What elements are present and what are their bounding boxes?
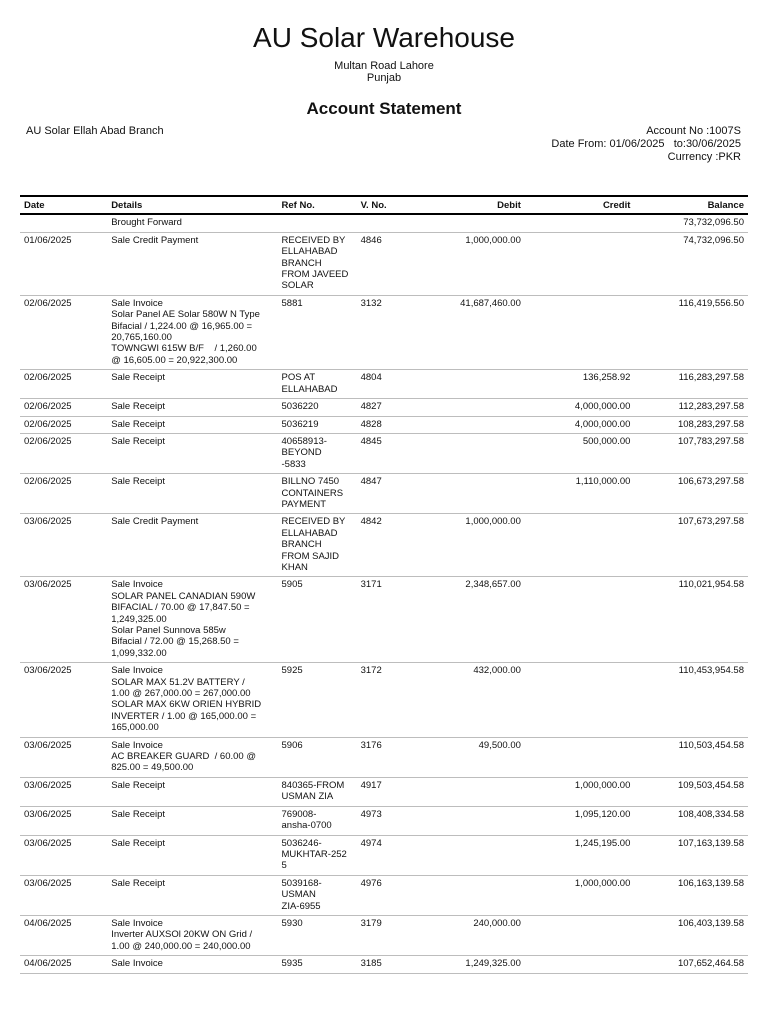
cell-details-line: 20,765,160.00	[111, 332, 172, 344]
cell-ref-line: RECEIVED BY	[281, 234, 346, 246]
cell-details-line: Sale Receipt	[111, 418, 166, 430]
cell-debit	[426, 875, 525, 915]
cell-ref-line: 40658913-	[281, 435, 327, 447]
cell-debit: 1,000,000.00	[426, 514, 525, 577]
cell-details-line: @ 16,605.00 = 20,922,300.00	[111, 354, 238, 366]
currency: Currency :PKR	[667, 151, 741, 163]
table-row	[20, 399, 748, 416]
cell-details-line: 1.00 @ 240,000.00 = 240,000.00	[111, 940, 251, 952]
cell-details-line: Sale Receipt	[111, 779, 166, 791]
cell-ref	[278, 474, 357, 514]
cell-credit: 1,000,000.00	[525, 875, 635, 915]
statement-table	[20, 195, 748, 974]
cell-ref-line: MUKHTAR-252	[281, 848, 347, 860]
cell-details-line: Sale Receipt	[111, 877, 166, 889]
table-row	[20, 370, 748, 399]
cell-details	[107, 915, 277, 955]
cell-ref-line: 5930	[281, 917, 303, 929]
cell-date: 01/06/2025	[20, 232, 107, 295]
cell-ref-line: BILLNO 7450	[281, 476, 340, 488]
cell-ref-line: 5036220	[281, 401, 319, 413]
cell-balance: 112,283,297.58	[634, 399, 748, 416]
cell-details-line: Solar Panel Sunnova 585w	[111, 625, 226, 636]
cell-date: 02/06/2025	[20, 416, 107, 433]
cell-details-line: Sale Receipt	[111, 401, 166, 413]
cell-debit: 2,348,657.00	[426, 577, 525, 663]
cell-ref	[278, 399, 357, 416]
cell-vno: 3171	[357, 577, 426, 663]
cell-balance: 110,453,954.58	[634, 663, 748, 737]
col-details: Details	[107, 196, 277, 214]
cell-vno: 4804	[357, 370, 426, 399]
cell-ref-line: 5925	[281, 665, 303, 677]
cell-balance: 116,283,297.58	[634, 370, 748, 399]
cell-debit	[426, 835, 525, 875]
cell-details-line: TOWNGWI 615W B/F / 1,260.00	[111, 343, 257, 355]
cell-ref-line: 5905	[281, 579, 303, 591]
cell-ref-line: SOLAR	[281, 280, 314, 292]
cell-ref-line: BRANCH	[281, 257, 322, 269]
cell-ref	[278, 232, 357, 295]
cell-vno: 4842	[357, 514, 426, 577]
cell-ref-line: USMAN ZIA	[281, 791, 334, 803]
cell-balance: 116,419,556.50	[634, 295, 748, 369]
cell-vno: 3179	[357, 915, 426, 955]
address-line-1: Multan Road Lahore	[334, 60, 434, 72]
cell-ref-line: ELLAHABAD	[281, 527, 338, 539]
cell-details-line: Sale Receipt	[111, 837, 166, 849]
cell-credit: 1,110,000.00	[525, 474, 635, 514]
cell-ref	[278, 806, 357, 835]
cell-ref	[278, 416, 357, 433]
document-title: Account Statement	[306, 99, 462, 118]
cell-credit	[525, 737, 635, 777]
cell-details	[107, 577, 277, 663]
cell-balance: 73,732,096.50	[634, 214, 748, 232]
cell-vno: 4828	[357, 416, 426, 433]
cell-balance: 107,652,464.58	[634, 956, 748, 973]
table-row	[20, 737, 748, 777]
cell-details-line: 1.00 @ 267,000.00 = 267,000.00	[111, 688, 251, 700]
cell-details-line: 165,000.00	[111, 722, 159, 734]
cell-debit	[426, 399, 525, 416]
cell-date: 03/06/2025	[20, 777, 107, 806]
cell-date: 02/06/2025	[20, 399, 107, 416]
cell-ref-line: RECEIVED BY	[281, 516, 346, 528]
cell-details-line: Inverter AUXSOl 20KW ON Grid /	[111, 929, 253, 941]
cell-details-line: Sale Credit Payment	[111, 516, 199, 528]
cell-details-line: Sale Credit Payment	[111, 234, 199, 246]
cell-details	[107, 232, 277, 295]
cell-date: 03/06/2025	[20, 835, 107, 875]
cell-ref-line: 5906	[281, 739, 303, 751]
col-debit: Debit	[426, 196, 525, 214]
cell-ref-line: 5036246-	[281, 837, 322, 849]
cell-details-line: 1,249,325.00	[111, 613, 167, 625]
cell-details-line: Sale Receipt	[111, 435, 166, 447]
table-row	[20, 875, 748, 915]
cell-credit	[525, 295, 635, 369]
cell-credit: 4,000,000.00	[525, 399, 635, 416]
cell-details	[107, 663, 277, 737]
cell-date: 02/06/2025	[20, 474, 107, 514]
cell-ref	[278, 370, 357, 399]
table-row	[20, 777, 748, 806]
company-address	[0, 60, 768, 84]
cell-details-line: SOLAR PANEL CANADIAN 590W	[111, 590, 256, 602]
cell-vno: 3185	[357, 956, 426, 973]
cell-details-line: Sale Invoice	[111, 958, 163, 970]
cell-details-line: Sale Receipt	[111, 808, 166, 820]
cell-details	[107, 875, 277, 915]
cell-details-line: SOLAR MAX 51.2V BATTERY /	[111, 676, 245, 688]
cell-vno: 4827	[357, 399, 426, 416]
cell-details-line: INVERTER / 1.00 @ 165,000.00 =	[111, 710, 257, 722]
cell-debit	[426, 433, 525, 473]
cell-details-line: Sale Invoice	[111, 579, 163, 591]
cell-ref-line: BEYOND	[281, 447, 322, 459]
table-body	[20, 214, 748, 973]
table-row	[20, 214, 748, 232]
cell-vno: 3172	[357, 663, 426, 737]
col-balance: Balance	[634, 196, 748, 214]
cell-ref-line: 5039168-	[281, 877, 322, 889]
cell-ref-line: 840365-FROM	[281, 779, 345, 791]
date-range: Date From: 01/06/2025 to:30/06/2025	[551, 138, 741, 150]
cell-ref-line: ELLAHABAD	[281, 383, 338, 395]
cell-credit: 4,000,000.00	[525, 416, 635, 433]
table-row	[20, 806, 748, 835]
cell-details	[107, 214, 277, 232]
table-row	[20, 956, 748, 973]
cell-ref	[278, 915, 357, 955]
cell-details-line: Sale Invoice	[111, 917, 163, 929]
cell-vno: 4847	[357, 474, 426, 514]
table-row	[20, 433, 748, 473]
account-number: Account No :1007S	[646, 125, 741, 137]
table-row	[20, 416, 748, 433]
cell-ref	[278, 875, 357, 915]
cell-vno: 4973	[357, 806, 426, 835]
cell-debit	[426, 806, 525, 835]
cell-details-line: Bifacial / 1,224.00 @ 16,965.00 =	[111, 320, 253, 332]
cell-date: 03/06/2025	[20, 577, 107, 663]
cell-details-line: Sale Receipt	[111, 372, 166, 384]
cell-details	[107, 474, 277, 514]
cell-balance: 106,163,139.58	[634, 875, 748, 915]
cell-credit: 1,245,195.00	[525, 835, 635, 875]
cell-vno	[357, 214, 426, 232]
cell-balance: 74,732,096.50	[634, 232, 748, 295]
cell-credit	[525, 663, 635, 737]
cell-details-line: Sale Receipt	[111, 476, 166, 488]
cell-date: 02/06/2025	[20, 433, 107, 473]
cell-date: 02/06/2025	[20, 370, 107, 399]
table-row	[20, 835, 748, 875]
col-ref: Ref No.	[278, 196, 357, 214]
cell-details	[107, 737, 277, 777]
cell-details-line: SOLAR MAX 6KW ORIEN HYBRID	[111, 699, 262, 711]
cell-ref-line: POS AT	[281, 372, 316, 384]
cell-details	[107, 433, 277, 473]
col-date: Date	[20, 196, 107, 214]
cell-ref	[278, 663, 357, 737]
cell-debit: 240,000.00	[426, 915, 525, 955]
cell-debit	[426, 416, 525, 433]
company-name: AU Solar Warehouse	[253, 22, 515, 53]
cell-details-line: Brought Forward	[111, 217, 182, 229]
cell-date: 03/06/2025	[20, 737, 107, 777]
cell-credit	[525, 214, 635, 232]
cell-date: 04/06/2025	[20, 915, 107, 955]
cell-credit: 1,000,000.00	[525, 777, 635, 806]
cell-ref	[278, 577, 357, 663]
cell-ref	[278, 214, 357, 232]
cell-balance: 110,021,954.58	[634, 577, 748, 663]
cell-ref-line: 5935	[281, 958, 303, 970]
cell-details-line: 825.00 = 49,500.00	[111, 762, 194, 774]
cell-vno: 4974	[357, 835, 426, 875]
cell-balance: 109,503,454.58	[634, 777, 748, 806]
cell-ref	[278, 514, 357, 577]
cell-details	[107, 295, 277, 369]
cell-debit: 432,000.00	[426, 663, 525, 737]
cell-ref-line: 5036219	[281, 418, 319, 430]
cell-credit	[525, 577, 635, 663]
table-row	[20, 232, 748, 295]
cell-credit	[525, 232, 635, 295]
cell-ref	[278, 737, 357, 777]
cell-details	[107, 777, 277, 806]
address-line-2: Punjab	[366, 72, 402, 84]
col-vno: V. No.	[357, 196, 426, 214]
cell-credit	[525, 514, 635, 577]
cell-details-line: 1,099,332.00	[111, 647, 167, 659]
cell-ref-line: CONTAINERS	[281, 487, 344, 499]
cell-details	[107, 956, 277, 973]
table-row	[20, 295, 748, 369]
cell-ref-line: ELLAHABAD	[281, 246, 338, 258]
col-credit: Credit	[525, 196, 635, 214]
cell-debit: 1,249,325.00	[426, 956, 525, 973]
cell-credit	[525, 956, 635, 973]
cell-balance: 107,673,297.58	[634, 514, 748, 577]
cell-details	[107, 835, 277, 875]
cell-date: 03/06/2025	[20, 514, 107, 577]
cell-credit: 1,095,120.00	[525, 806, 635, 835]
cell-details-line: Solar Panel AE Solar 580W N Type	[111, 309, 260, 321]
cell-ref	[278, 295, 357, 369]
cell-ref	[278, 433, 357, 473]
cell-details-line: BIFACIAL / 70.00 @ 17,847.50 =	[111, 602, 250, 614]
cell-vno: 3132	[357, 295, 426, 369]
table-row	[20, 915, 748, 955]
cell-debit: 49,500.00	[426, 737, 525, 777]
cell-ref-line: BRANCH	[281, 539, 322, 551]
cell-vno: 4976	[357, 875, 426, 915]
cell-debit: 1,000,000.00	[426, 232, 525, 295]
cell-ref-line: -5833	[281, 458, 306, 470]
cell-ref-line: FROM SAJID	[281, 550, 340, 562]
cell-ref-line: 5881	[281, 297, 303, 309]
cell-ref	[278, 956, 357, 973]
cell-ref-line: 5	[281, 860, 287, 872]
table-row	[20, 577, 748, 663]
cell-ref-line: ZIA-6955	[281, 900, 321, 912]
cell-date: 03/06/2025	[20, 663, 107, 737]
cell-ref-line: USMAN	[281, 889, 316, 901]
cell-balance: 107,783,297.58	[634, 433, 748, 473]
table-row	[20, 663, 748, 737]
cell-ref-line: 769008-	[281, 808, 317, 820]
cell-date: 03/06/2025	[20, 806, 107, 835]
cell-ref-line: ansha-0700	[281, 820, 332, 832]
cell-credit	[525, 915, 635, 955]
table-header	[20, 196, 748, 214]
cell-vno: 4845	[357, 433, 426, 473]
cell-ref	[278, 835, 357, 875]
cell-vno: 3176	[357, 737, 426, 777]
cell-ref-line: KHAN	[281, 561, 308, 573]
cell-details	[107, 806, 277, 835]
cell-date: 02/06/2025	[20, 295, 107, 369]
table-row	[20, 474, 748, 514]
cell-vno: 4846	[357, 232, 426, 295]
cell-details-line: Sale Invoice	[111, 297, 163, 309]
table-row	[20, 514, 748, 577]
cell-details	[107, 399, 277, 416]
cell-balance: 108,408,334.58	[634, 806, 748, 835]
cell-details-line: Sale Invoice	[111, 739, 163, 751]
cell-balance: 108,283,297.58	[634, 416, 748, 433]
cell-details	[107, 416, 277, 433]
branch-name: AU Solar Ellah Abad Branch	[26, 125, 164, 137]
cell-debit	[426, 214, 525, 232]
cell-debit	[426, 370, 525, 399]
cell-details	[107, 514, 277, 577]
cell-ref-line: FROM JAVEED	[281, 269, 349, 281]
cell-debit	[426, 474, 525, 514]
cell-details	[107, 370, 277, 399]
account-info	[551, 125, 741, 164]
cell-balance: 106,673,297.58	[634, 474, 748, 514]
cell-debit	[426, 777, 525, 806]
cell-details-line: Bifacial / 72.00 @ 15,268.50 =	[111, 636, 239, 648]
cell-balance: 106,403,139.58	[634, 915, 748, 955]
cell-date	[20, 214, 107, 232]
cell-details-line: AC BREAKER GUARD / 60.00 @	[111, 751, 256, 763]
cell-date: 04/06/2025	[20, 956, 107, 973]
cell-ref-line: PAYMENT	[281, 498, 327, 510]
cell-debit: 41,687,460.00	[426, 295, 525, 369]
cell-ref	[278, 777, 357, 806]
header-row	[20, 196, 748, 214]
cell-balance: 107,163,139.58	[634, 835, 748, 875]
cell-credit: 500,000.00	[525, 433, 635, 473]
cell-details-line: Sale Invoice	[111, 665, 163, 677]
cell-date: 03/06/2025	[20, 875, 107, 915]
cell-balance: 110,503,454.58	[634, 737, 748, 777]
cell-credit: 136,258.92	[525, 370, 635, 399]
cell-vno: 4917	[357, 777, 426, 806]
